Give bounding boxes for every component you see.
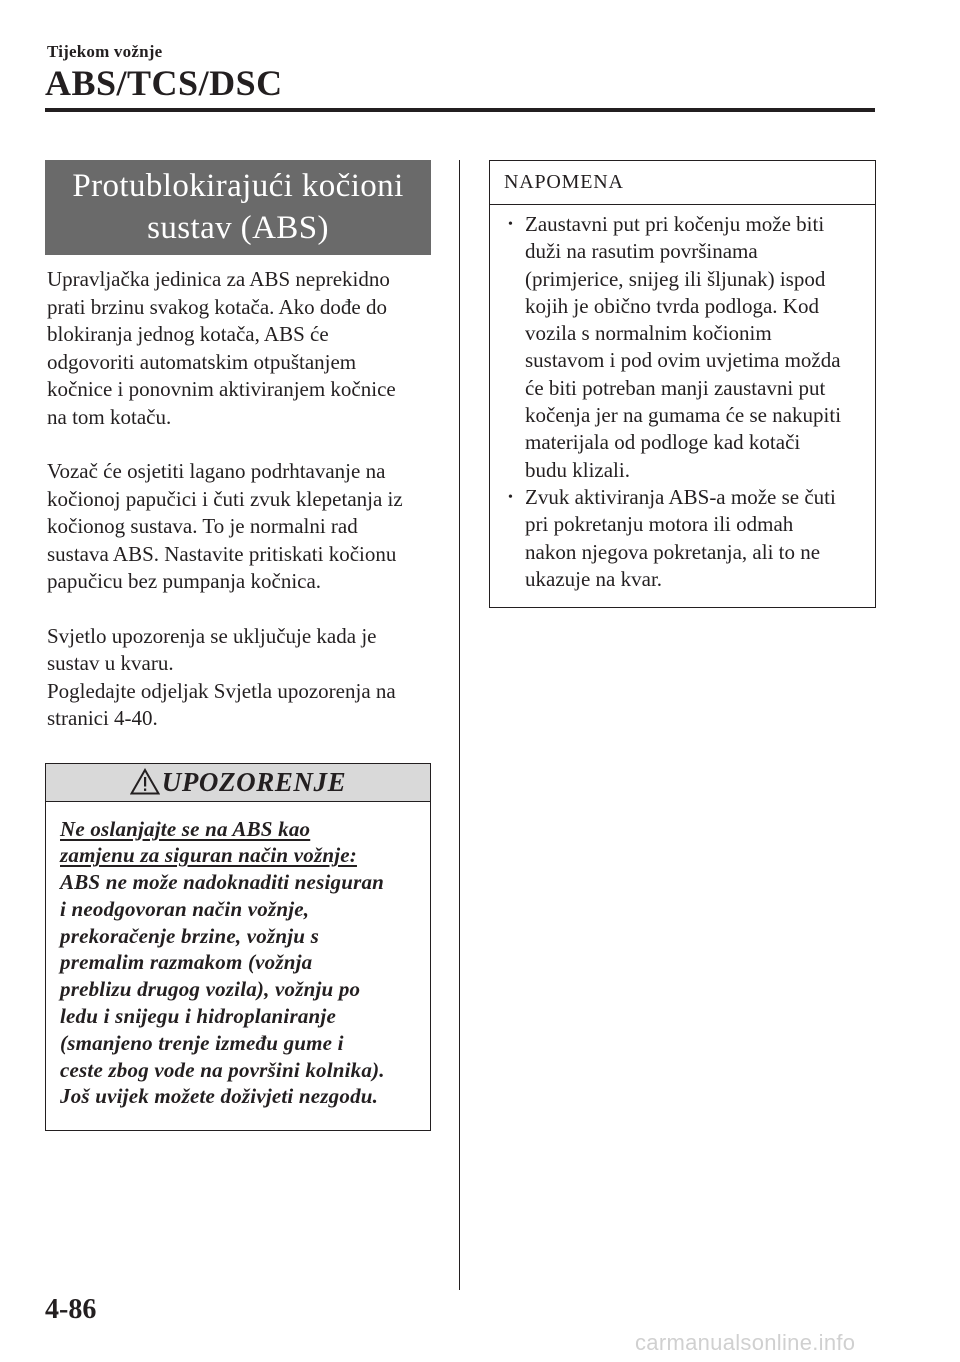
warning-box (45, 763, 431, 1132)
warning-lead-line: Ne oslanjajte se na ABS kao (60, 816, 311, 841)
note-item (506, 211, 865, 484)
warning-lead-line: zamjenu za siguran način vožnje: (60, 843, 357, 868)
warning-text-line: i neodgovoran način vožnje, (60, 896, 310, 921)
page-number: 4-86 (45, 1294, 97, 1325)
watermark: carmanualsonline.info (635, 1330, 856, 1355)
warning-body (46, 802, 430, 1131)
note-item-text: Zvuk aktiviranja ABS-a može se čuti pri pokretanju motora ili odmah nakon njegova pokretanja, ali to ne ukazuje na kvar. (525, 484, 836, 591)
note-box (489, 160, 876, 608)
warning-text-line: prekoračenje brzine, vožnju s (60, 923, 319, 948)
warning-text-line: premalim razmakom (vožnja (60, 950, 313, 975)
warning-text-line: ledu i snijegu i hidroplaniranje (60, 1004, 336, 1029)
header-rule (45, 108, 875, 112)
note-body (490, 205, 875, 607)
paragraph-abs-function: Upravljačka jedinica za ABS neprekidno prati brzinu svakog kotača. Ako dođe do blokiranja jednog kotača, ABS će odgovoriti automatskim otpuštanjem kočnice i ponovnim aktiviranjem kočnice na tom kotaču. (47, 267, 396, 429)
bullet-icon: • (508, 489, 513, 505)
warning-header (46, 764, 430, 802)
paragraph-warning-light: Svjetlo upozorenja se uključuje kada je sustav u kvaru. Pogledajte odjeljak Svjetla upozorenja na stranici 4-40. (47, 623, 396, 730)
warning-triangle-icon (130, 768, 160, 795)
note-item (506, 484, 865, 593)
note-title: NAPOMENA (490, 161, 875, 205)
warning-text-line: (smanjeno trenje između gume i (60, 1030, 344, 1055)
chapter-label: Tijekom vožnje (47, 42, 163, 61)
left-column (45, 160, 431, 1131)
note-item-text: Zaustavni put pri kočenju može biti duži na rasutim površinama (primjerice, snijeg ili šljunak) ispod kojih je obično tvrda podloga. Kod vozila s normalnim kočionim sustavom i pod ovim uvjetima možda će biti potreban manji zaustavni put kočenja jer na gumama će se nakupiti materijala od podloge kad kotači budu klizali. (525, 212, 842, 482)
warning-text-line: ABS ne može nadoknaditi nesiguran (60, 870, 385, 895)
paragraph-pedal-vibration: Vozač će osjetiti lagano podrhtavanje na kočionoj papučici i čuti zvuk klepetanja iz kočionog sustava. To je normalni rad sustava ABS. Nastavite pritiskati kočionu papučicu bez pumpanja kočnica. (47, 459, 403, 593)
warning-text-line: ceste zbog vode na površini kolnika). (60, 1057, 385, 1082)
section-title: Protublokirajući kočioni sustav (ABS) (45, 160, 431, 255)
warning-text-line: Još uvijek možete doživjeti nezgodu. (60, 1084, 379, 1109)
column-divider (459, 160, 460, 1290)
warning-text-line: preblizu drugog vozila), vožnju po (60, 977, 361, 1002)
warning-title: UPOZORENJE (161, 766, 347, 797)
section-heading: ABS/TCS/DSC (45, 63, 283, 103)
bullet-icon: • (508, 217, 513, 232)
